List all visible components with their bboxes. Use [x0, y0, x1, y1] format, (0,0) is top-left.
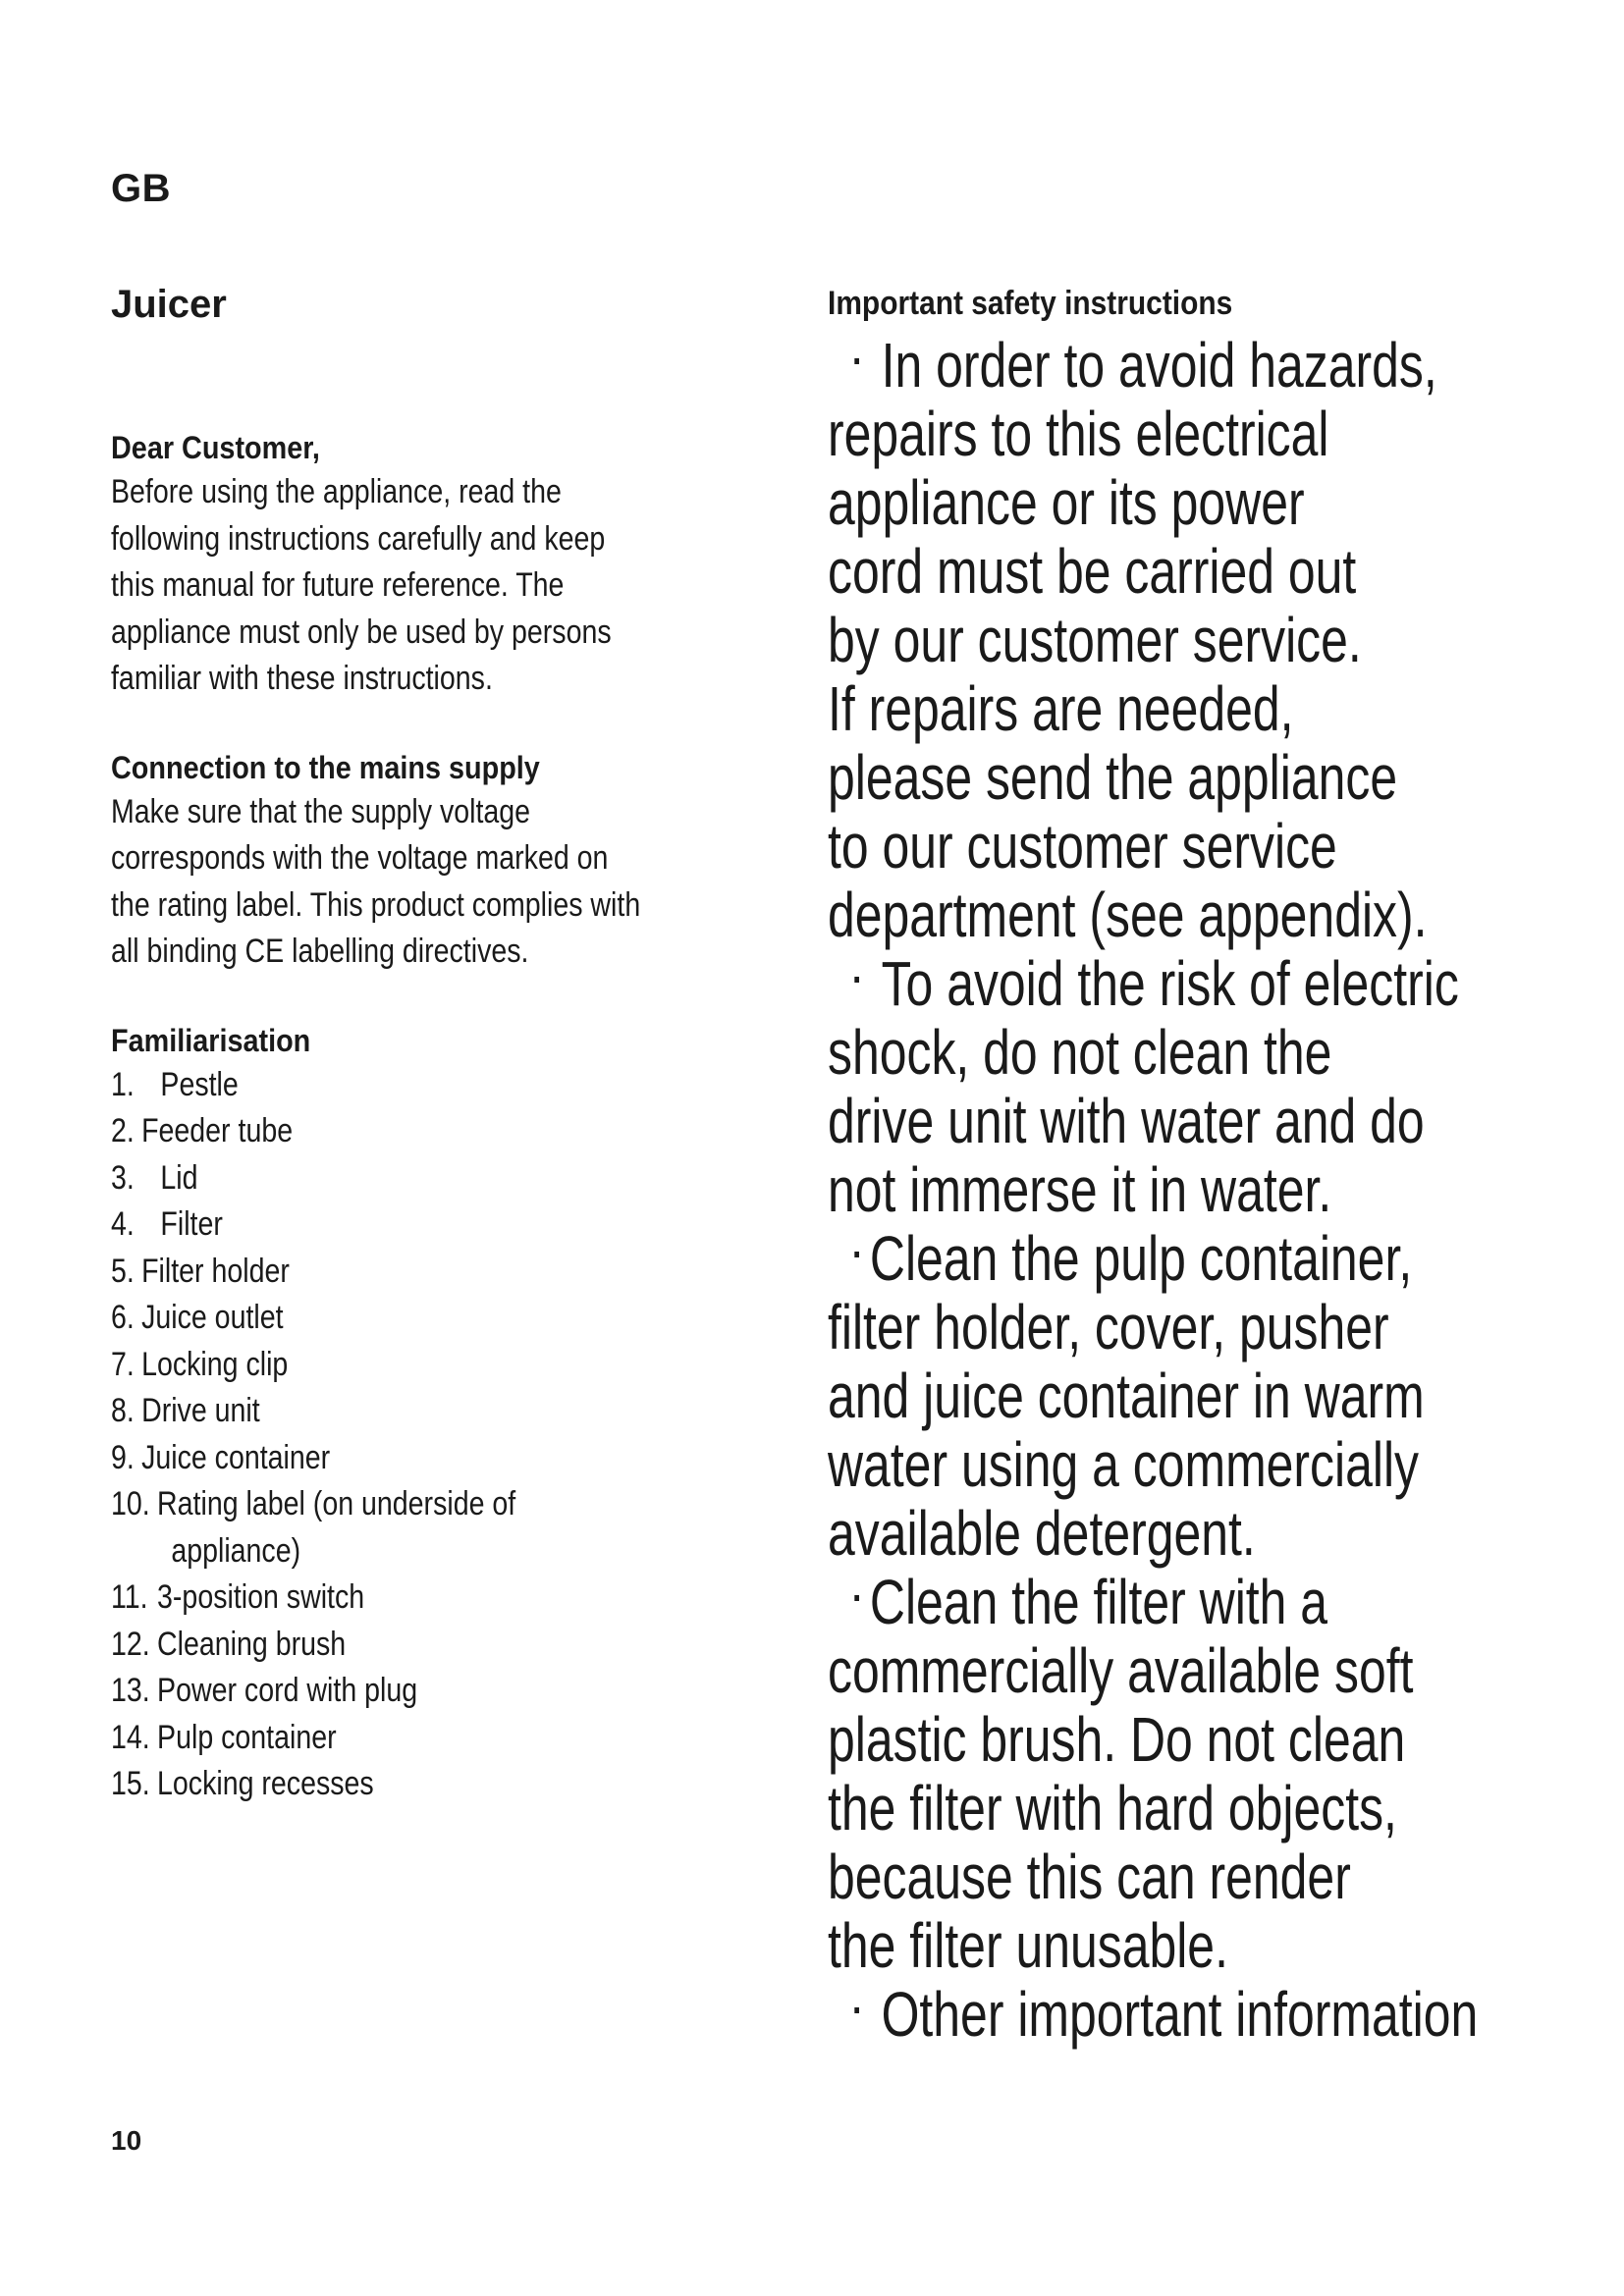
- bullet-line: department (see appendix).: [828, 880, 1428, 950]
- language-code: GB: [111, 167, 171, 210]
- safety-bullet-repairs: [828, 331, 1594, 949]
- bullet-line: by our customer service.: [828, 605, 1362, 675]
- list-item: 8. Drive unit: [111, 1388, 672, 1435]
- mains-supply-section: [111, 746, 779, 976]
- bullet-line: and juice container in warm: [828, 1361, 1425, 1431]
- paragraph-line: Make sure that the supply voltage: [111, 792, 531, 830]
- item-label: Pulp container: [157, 1718, 337, 1756]
- list-item-continuation: [111, 1528, 672, 1575]
- list-item: 12. Cleaning brush: [111, 1622, 672, 1669]
- bullet-line: commercially available soft: [828, 1635, 1414, 1706]
- list-item: 2. Feeder tube: [111, 1108, 672, 1155]
- bullet-line: shock, do not clean the: [828, 1017, 1332, 1088]
- paragraph-line: Before using the appliance, read the: [111, 473, 562, 510]
- bullet-dot-icon: [854, 2007, 859, 2013]
- item-label: Filter: [160, 1205, 223, 1243]
- bullet-line: not immerse it in water.: [828, 1154, 1332, 1225]
- paragraph-line: the rating label. This product complies with: [111, 885, 641, 924]
- bullet-line: [828, 1979, 1479, 2050]
- paragraph-line: following instructions carefully and keep: [111, 519, 606, 558]
- bullet-line: please send the appliance: [828, 742, 1398, 813]
- bullet-text: In order to avoid hazards,: [881, 330, 1437, 400]
- paragraph-line: familiar with these instructions.: [111, 660, 493, 697]
- item-label: Lid: [160, 1158, 198, 1197]
- list-item: 10. Rating label (on underside of: [111, 1481, 672, 1528]
- list-item: 14. Pulp container: [111, 1715, 672, 1762]
- item-label: Rating label (on underside of: [157, 1485, 516, 1522]
- item-label: Locking clip: [141, 1345, 289, 1383]
- dear-customer-section: [111, 426, 779, 703]
- safety-heading: Important safety instructions: [828, 285, 1233, 322]
- left-column: [111, 426, 779, 1808]
- list-item: 3. Lid: [111, 1155, 672, 1202]
- bullet-line: [828, 330, 1437, 400]
- dear-customer-heading: Dear Customer,: [111, 430, 320, 465]
- bullet-text: Clean the filter with a: [869, 1567, 1328, 1637]
- item-label: Juice container: [141, 1438, 331, 1476]
- paragraph-line: corresponds with the voltage marked on: [111, 839, 609, 877]
- list-item: 6. Juice outlet: [111, 1295, 672, 1342]
- bullet-dot-icon: [854, 358, 859, 364]
- item-label: 3-position switch: [157, 1578, 365, 1616]
- bullet-line: [828, 1568, 1425, 1636]
- list-item: 15. Locking recesses: [111, 1761, 672, 1808]
- bullet-line: water using a commercially: [828, 1429, 1420, 1500]
- parts-list: [111, 1062, 779, 1808]
- bullet-text: Other important information: [881, 1979, 1479, 2050]
- bullet-line: the filter with hard objects,: [828, 1773, 1397, 1843]
- bullet-line: appliance or its power: [828, 467, 1305, 538]
- list-item: 13. Power cord with plug: [111, 1668, 672, 1715]
- item-label: Filter holder: [141, 1252, 290, 1290]
- item-label: Juice outlet: [141, 1299, 284, 1336]
- paragraph-line: this manual for future reference. The: [111, 566, 565, 604]
- bullet-line: plastic brush. Do not clean: [828, 1704, 1406, 1775]
- bullet-text: To avoid the risk of electric: [881, 948, 1459, 1019]
- item-label: Pestle: [160, 1065, 239, 1103]
- bullet-line: [828, 948, 1459, 1019]
- bullet-line: cord must be carried out: [828, 536, 1357, 607]
- bullet-dot-icon: [854, 1252, 859, 1257]
- list-item: 4. Filter: [111, 1201, 672, 1249]
- bullet-line: available detergent.: [828, 1498, 1256, 1569]
- bullet-line: because this can render: [828, 1842, 1351, 1912]
- safety-bullet-other: [828, 1980, 1594, 2049]
- mains-supply-heading: Connection to the mains supply: [111, 749, 540, 785]
- bullet-line: to our customer service: [828, 811, 1337, 881]
- page-title: Juicer: [111, 283, 227, 326]
- familiarisation-section: [111, 1019, 779, 1808]
- item-label: Locking recesses: [157, 1765, 374, 1802]
- list-item: 7. Locking clip: [111, 1342, 672, 1389]
- bullet-dot-icon: [854, 977, 859, 983]
- bullet-line: drive unit with water and do: [828, 1086, 1425, 1156]
- bullet-line: filter holder, cover, pusher: [828, 1292, 1389, 1362]
- paragraph-line: all binding CE labelling directives.: [111, 933, 529, 970]
- bullet-line: the filter unusable.: [828, 1910, 1228, 1981]
- right-column: [828, 285, 1594, 2049]
- bullet-text: Clean the pulp container,: [869, 1223, 1413, 1294]
- safety-bullet-cleaning: [828, 1224, 1594, 1568]
- safety-bullet-electric-shock: [828, 949, 1594, 1224]
- list-item: 5. Filter holder: [111, 1249, 672, 1296]
- familiarisation-heading: Familiarisation: [111, 1022, 311, 1058]
- safety-bullet-filter: [828, 1568, 1594, 1980]
- bullet-dot-icon: [854, 1595, 859, 1601]
- paragraph-line: appliance must only be used by persons: [111, 613, 612, 651]
- list-item: 11. 3-position switch: [111, 1575, 672, 1622]
- bullet-line: [828, 1224, 1425, 1293]
- item-label: Drive unit: [141, 1392, 260, 1429]
- bullet-line: repairs to this electrical: [828, 399, 1329, 469]
- item-label: Power cord with plug: [157, 1672, 418, 1709]
- item-label: Feeder tube: [141, 1112, 294, 1149]
- page-number: 10: [111, 2125, 142, 2156]
- list-item: 1. Pestle: [111, 1062, 672, 1109]
- bullet-line: If repairs are needed,: [828, 673, 1294, 744]
- list-item: 9. Juice container: [111, 1435, 672, 1482]
- item-label: Cleaning brush: [157, 1625, 347, 1663]
- item-label-continuation: appliance): [171, 1531, 301, 1570]
